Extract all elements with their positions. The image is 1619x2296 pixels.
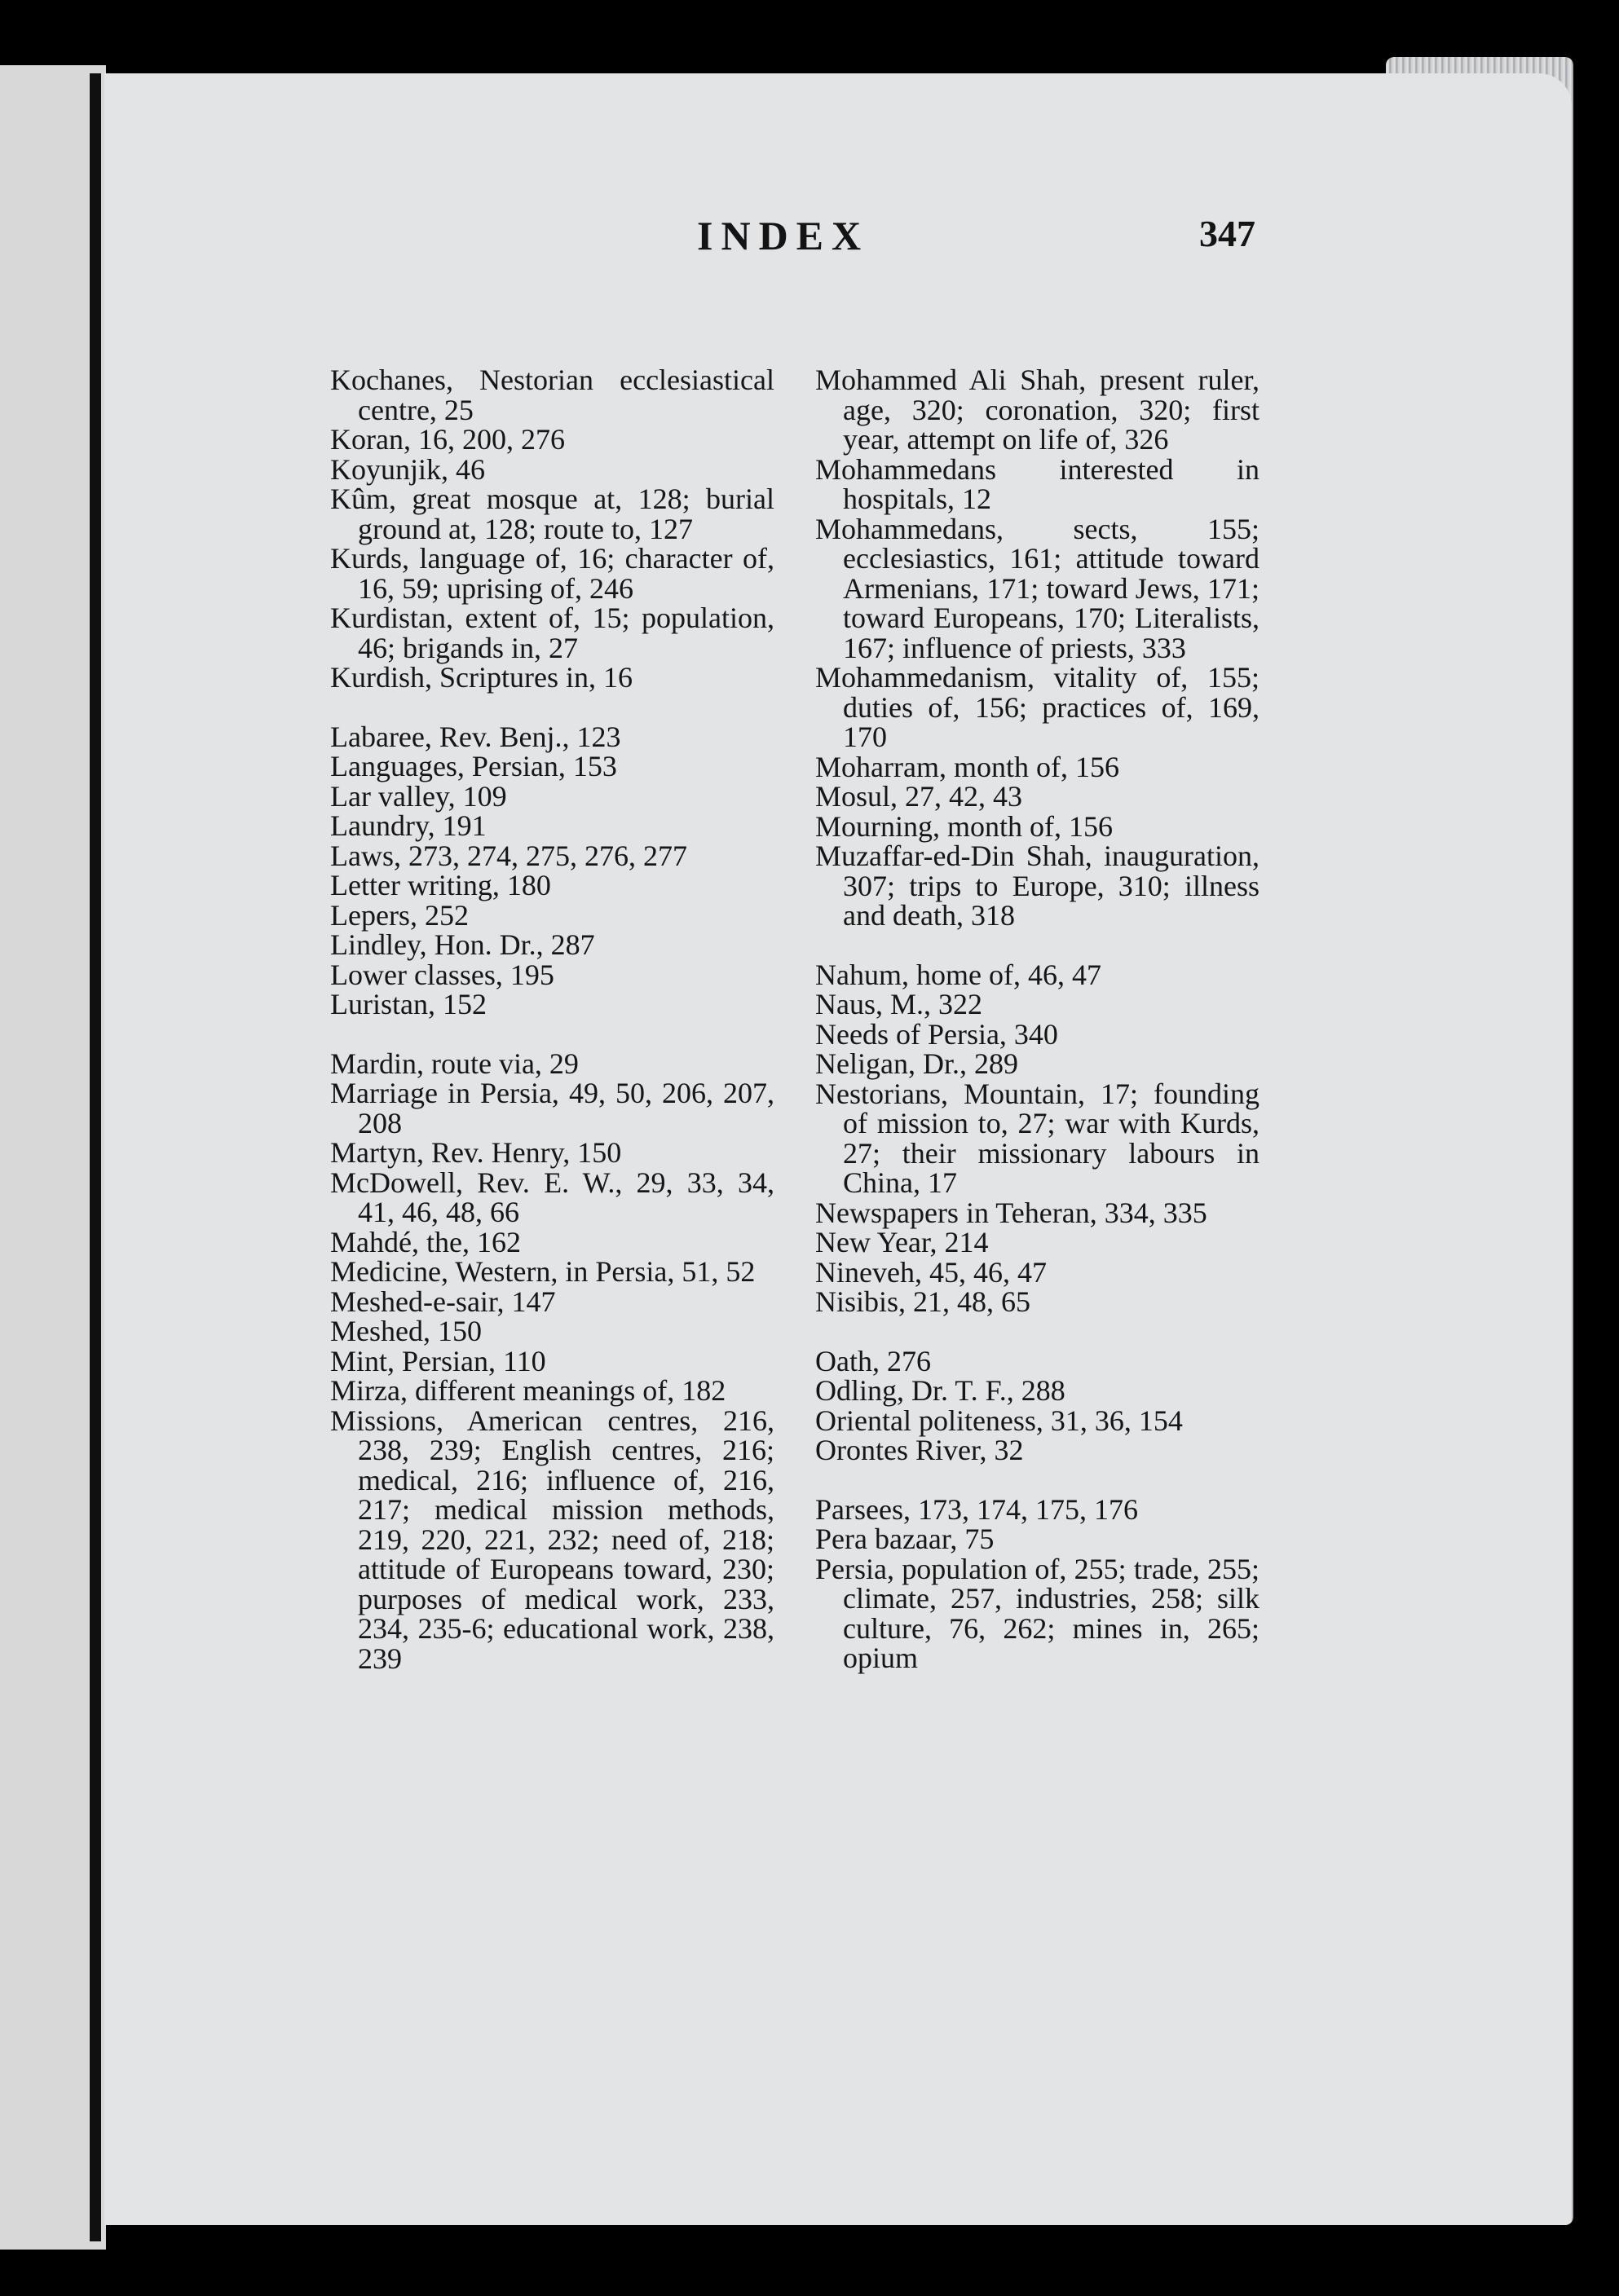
index-entry: Moharram, month of, 156 [815,750,1119,783]
index-entry: Laundry, 191 [330,809,487,842]
index-entry: Medicine, Western, in Persia, 51, 52 [330,1255,756,1288]
index-entry: Lower classes, 195 [330,958,554,991]
index-entry: Pera bazaar, 75 [815,1523,995,1555]
index-entry: Lar valley, 109 [330,779,507,813]
index-entry: Kurds, language of, 16; character of, 16, 59; uprising of, 246 [330,542,774,605]
index-entry: Meshed, 150 [330,1315,482,1347]
index-entry: Mosul, 27, 42, 43 [815,780,1023,813]
index-entry: Mohammedanism, vitality of, 155; duties of, 156; practices of, 169, 170 [815,661,1259,753]
index-entry: Mardin, route via, 29 [330,1047,579,1080]
index-entry: Lepers, 252 [330,898,469,932]
index-entry: Kochanes, Nestorian ecclesiastical centre, 25 [330,364,774,426]
index-entry: Oriental politeness, 31, 36, 154 [815,1404,1183,1437]
running-header [326,212,1255,285]
index-entry: Mourning, month of, 156 [815,809,1113,843]
index-entry: Mahdé, the, 162 [330,1225,521,1258]
index-entry: New Year, 214 [815,1226,989,1258]
index-entry: Muzaffar-ed-Din Shah, inauguration, 307; trips to Europe, 310; illness and death, 318 [815,840,1259,932]
index-entry: Mirza, different meanings of, 182 [330,1374,726,1407]
index-entry: Newspapers in Teheran, 334, 335 [815,1196,1207,1229]
index-entry: Koran, 16, 200, 276 [330,423,565,456]
index-entry: Labaree, Rev. Benj., 123 [330,720,621,753]
index-entry: Mint, Persian, 110 [330,1344,546,1377]
index-entry: Orontes River, 32 [815,1434,1024,1466]
page-title: INDEX [697,213,870,258]
book-gutter [90,73,101,2241]
index-column-left [330,365,774,1673]
index-entry: Marriage in Persia, 49, 50, 206, 207, 208 [330,1077,774,1139]
index-entry: Oath, 276 [815,1344,931,1377]
index-entry: Naus, M., 322 [815,988,982,1020]
index-entry: Parsees, 173, 174, 175, 176 [815,1492,1138,1526]
index-entry: Kûm, great mosque at, 128; burial ground at, 128; route to, 127 [330,483,774,545]
index-entry: Needs of Persia, 340 [815,1017,1058,1051]
index-entry: Persia, population of, 255; trade, 255; climate, 257, industries, 258; silk culture, 76, 262; mines in, 265; opium [815,1552,1259,1674]
index-entry: Odling, Dr. T. F., 288 [815,1374,1065,1407]
index-entry: Nestorians, Mountain, 17; founding of mission to, 27; war with Kurds, 27; their missionary labours in China, 17 [815,1077,1259,1199]
index-entry: Luristan, 152 [330,988,487,1020]
index-entry: Languages, Persian, 153 [330,750,617,782]
index-entry: Nisibis, 21, 48, 65 [815,1285,1031,1318]
index-entry: Laws, 273, 274, 275, 276, 277 [330,839,687,872]
index-entry: McDowell, Rev. E. W., 29, 33, 34, 41, 46, 48, 66 [330,1166,774,1228]
index-entry: Koyunjik, 46 [330,452,486,486]
index-entry: Martyn, Rev. Henry, 150 [330,1136,622,1169]
index-entry: Nineveh, 45, 46, 47 [815,1255,1047,1289]
index-entry: Lindley, Hon. Dr., 287 [330,928,595,961]
index-entry: Kurdistan, extent of, 15; population, 46; brigands in, 27 [330,602,774,664]
index-entry: Meshed-e-sair, 147 [330,1285,556,1318]
index-entry: Missions, American centres, 216, 238, 239; English centres, 216; medical, 216; influence of, 216, 217; medical mission methods, 219, 220, 221, 232; need of, 218; attitude of Europeans toward, 230; purposes of medical work, 233, 234, 235-6; educational work, 238, 239 [330,1404,774,1675]
index-entry: Mohammedans, sects, 155; ecclesiastics, 161; attitude toward Armenians, 171; toward Jews, 171; toward Europeans, 170; Literalists, 167; influence of priests, 333 [815,512,1259,664]
index-column-right [815,365,1259,1673]
index-entry: Nahum, home of, 46, 47 [815,958,1101,991]
index-entry: Mohammed Ali Shah, present ruler, age, 320; coronation, 320; first year, attempt on life of, 326 [815,364,1259,456]
index-entry: Kurdish, Scriptures in, 16 [330,661,633,694]
index-entry: Neligan, Dr., 289 [815,1047,1018,1080]
index-entry: Mohammedans interested in hospitals, 12 [815,452,1259,515]
page-number: 347 [1199,213,1255,254]
index-entry: Letter writing, 180 [330,869,551,901]
